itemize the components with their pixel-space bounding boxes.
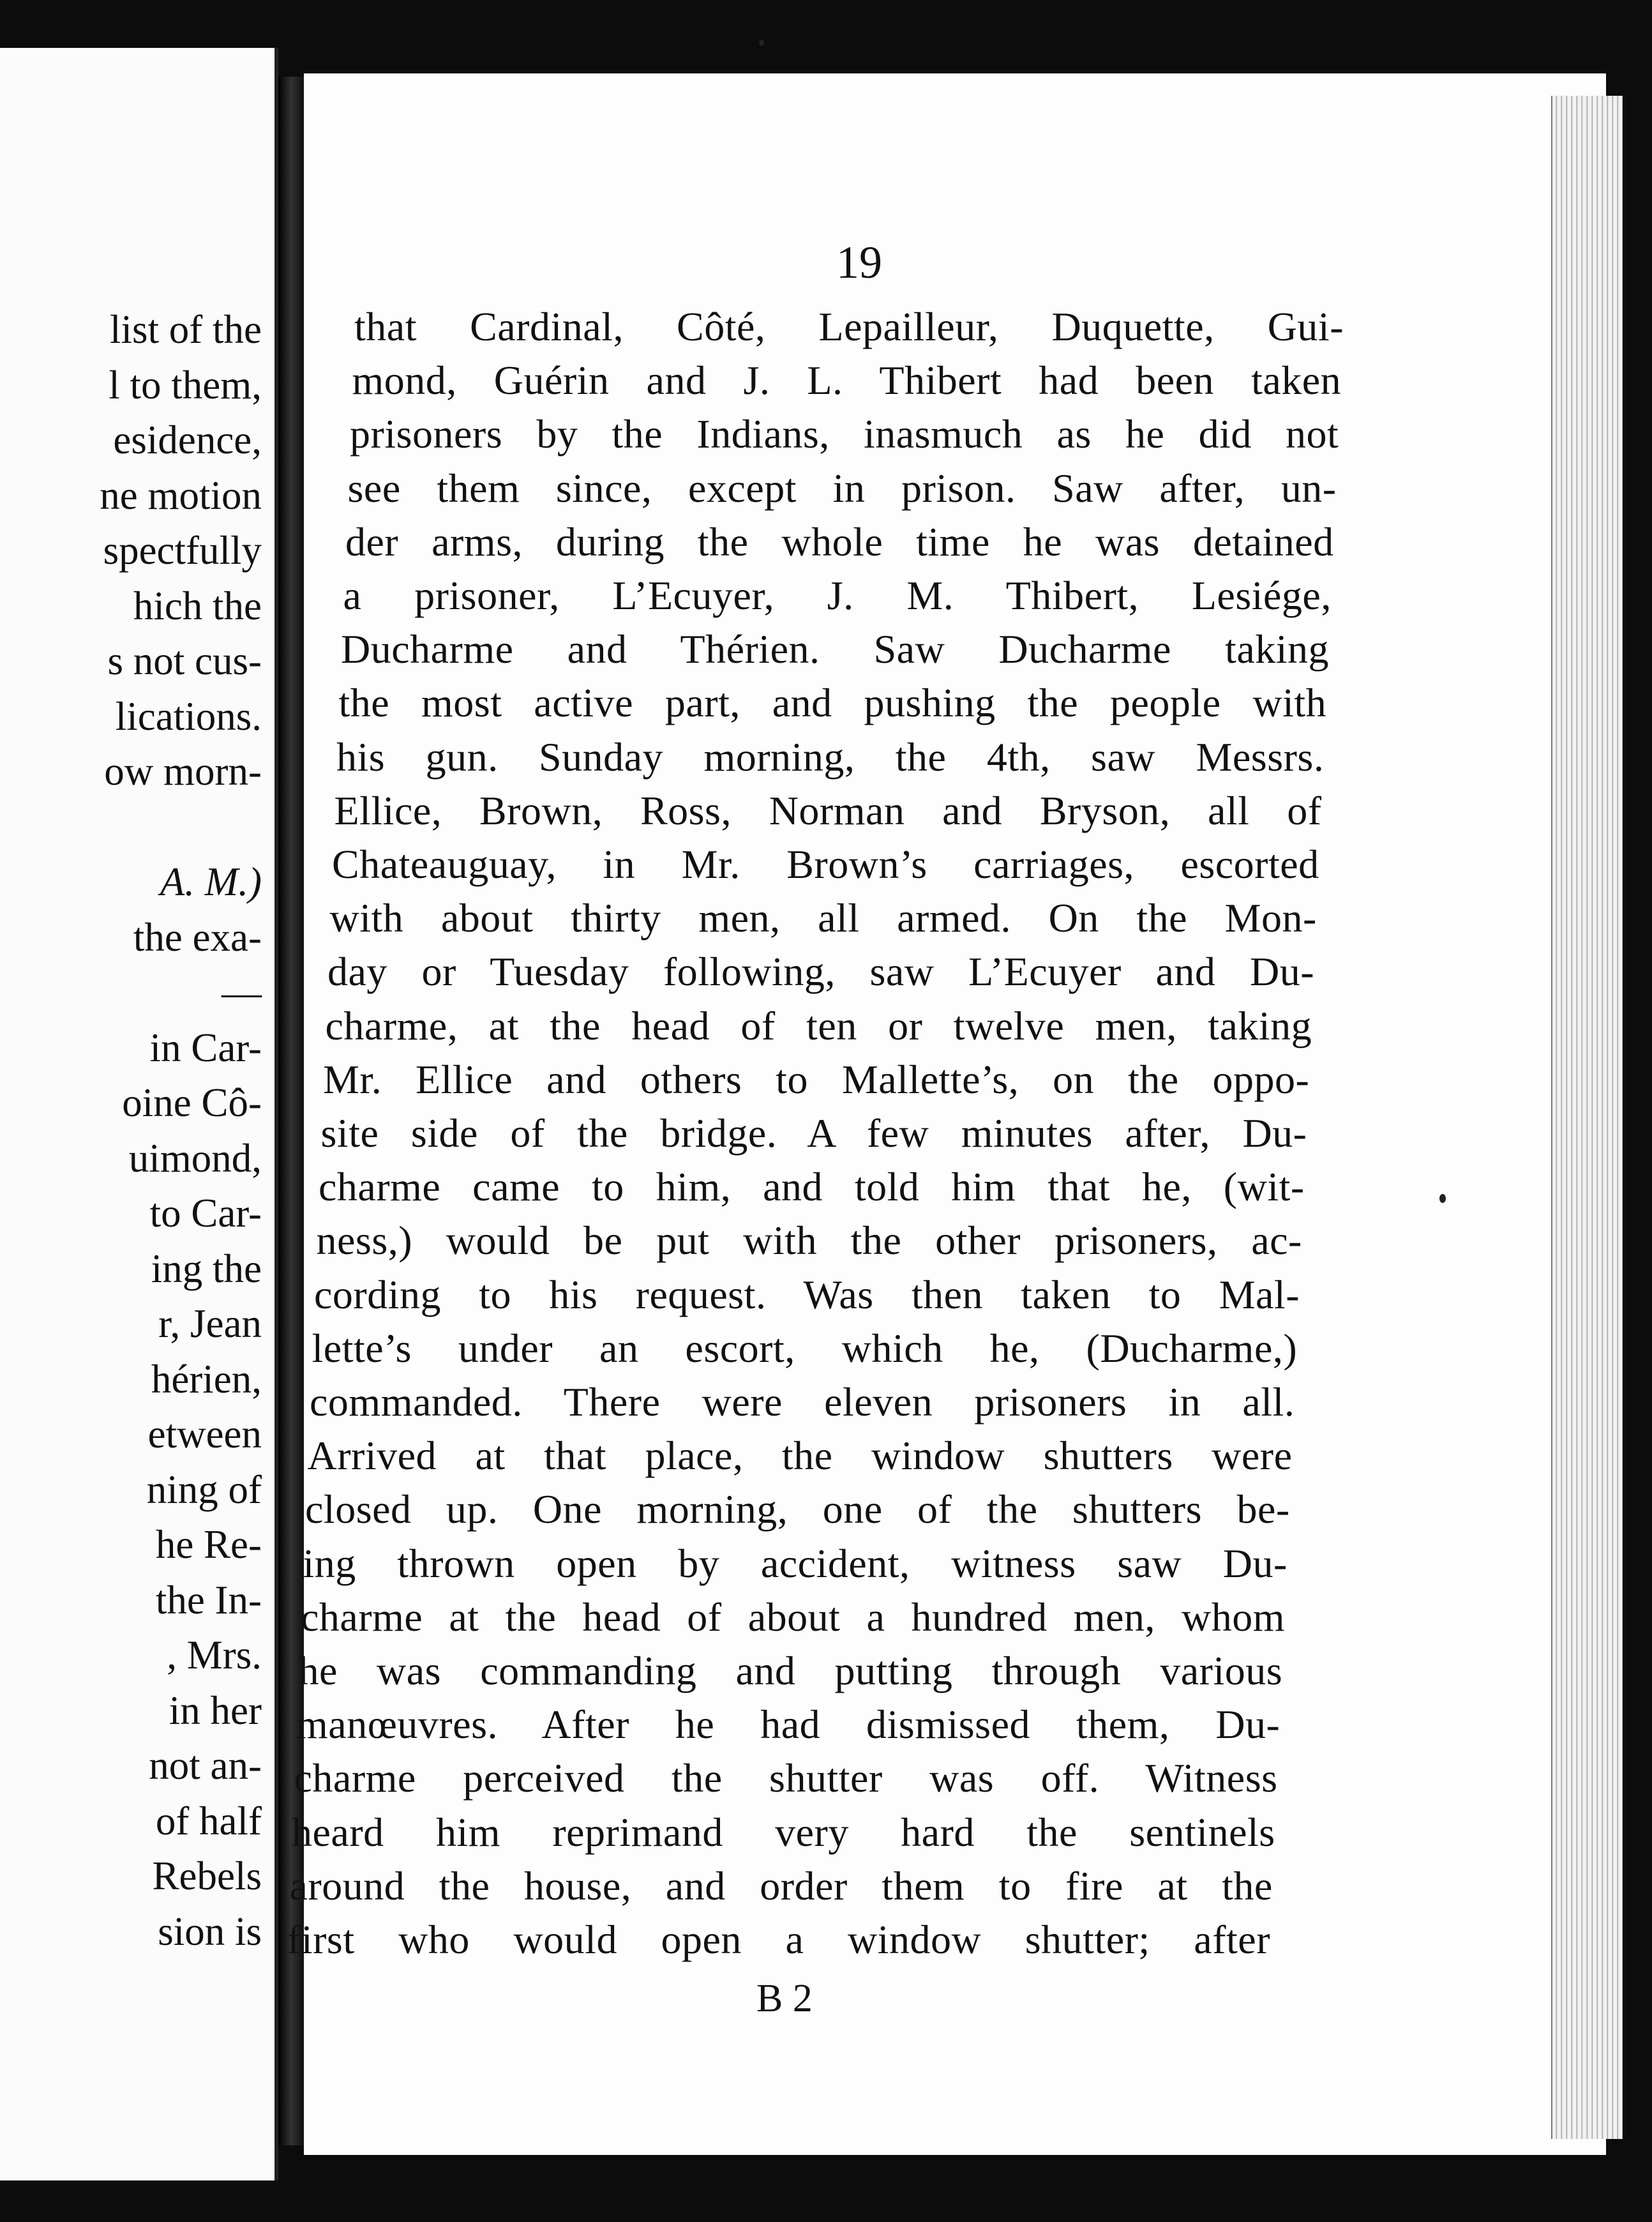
body-line: see them since, except in prison. Saw after, un- bbox=[347, 465, 1337, 511]
left-page-line: etween bbox=[147, 1412, 262, 1456]
left-page-line: hérien, bbox=[151, 1356, 262, 1402]
body-line: closed up. One morning, one of the shutters be- bbox=[305, 1486, 1290, 1532]
body-line: around the house, and order them to fire at the bbox=[289, 1863, 1273, 1908]
body-line: ing thrown open by accident, witness saw Du- bbox=[303, 1540, 1288, 1586]
page-number: 19 bbox=[836, 237, 882, 288]
left-page-line: — bbox=[222, 970, 262, 1015]
body-line: mond, Guérin and J. L. Thibert had been taken bbox=[352, 358, 1342, 404]
left-page-line: ning of bbox=[146, 1467, 262, 1512]
speck bbox=[759, 40, 764, 46]
left-page-line: uimond, bbox=[128, 1135, 262, 1181]
body-line: heard him reprimand very hard the sentinels bbox=[292, 1809, 1275, 1855]
left-page-line: to Car- bbox=[149, 1191, 262, 1236]
body-line: der arms, during the whole time he was detained bbox=[345, 518, 1334, 564]
body-line: Arrived at that place, the window shutters were bbox=[307, 1433, 1293, 1479]
left-page-line: in her bbox=[169, 1688, 262, 1733]
body-line: commanded. There were eleven prisoners in all. bbox=[310, 1379, 1295, 1425]
left-page-line: in Car- bbox=[149, 1025, 262, 1070]
left-page bbox=[0, 48, 278, 2180]
body-line: with about thirty men, all armed. On the Mon- bbox=[329, 895, 1317, 941]
left-page-line: A. M.) bbox=[160, 859, 262, 904]
body-line: Ellice, Brown, Ross, Norman and Bryson, all of bbox=[334, 787, 1322, 833]
body-line: that Cardinal, Côté, Lepailleur, Duquette, Gui- bbox=[354, 304, 1344, 349]
body-line: he was commanding and putting through various bbox=[298, 1648, 1283, 1693]
left-page-line: not an- bbox=[149, 1743, 262, 1788]
body-line: charme came to him, and told him that he, (wit- bbox=[319, 1164, 1305, 1210]
left-page-line: oine Cô- bbox=[122, 1080, 262, 1125]
body-line: a prisoner, L’Ecuyer, J. M. Thibert, Lesiége, bbox=[343, 573, 1332, 618]
left-page-line: the exa- bbox=[133, 914, 262, 960]
body-line: ness,) would be put with the other prisoners, ac- bbox=[316, 1218, 1302, 1264]
body-line: site side of the bridge. A few minutes after, Du- bbox=[320, 1110, 1307, 1156]
left-page-line: lications. bbox=[115, 693, 262, 739]
left-page-line: of half bbox=[155, 1798, 262, 1843]
left-page-line: sion is bbox=[158, 1908, 262, 1954]
left-page-line: s not cus- bbox=[107, 639, 262, 683]
left-page-line: hich the bbox=[133, 583, 262, 628]
left-page-line: he Re- bbox=[155, 1522, 262, 1567]
left-page-line: ne motion bbox=[100, 472, 262, 518]
body-line: his gun. Sunday morning, the 4th, saw Messrs. bbox=[336, 734, 1325, 780]
body-line: cording to his request. Was then taken to Mal- bbox=[314, 1271, 1300, 1317]
left-page-line: spectfully bbox=[103, 528, 262, 573]
left-page-line: esidence, bbox=[113, 418, 262, 462]
body-line: manœuvres. After he had dismissed them, Du- bbox=[296, 1702, 1280, 1748]
page-edges bbox=[1551, 96, 1623, 2139]
signature-mark: B 2 bbox=[756, 1977, 813, 2020]
body-line: lette’s under an escort, which he, (Ducharme,) bbox=[312, 1325, 1298, 1371]
body-line: Ducharme and Thérien. Saw Ducharme taking bbox=[341, 626, 1329, 672]
left-page-line: Rebels bbox=[152, 1854, 262, 1898]
left-page-line: list of the bbox=[110, 307, 262, 352]
body-line: charme perceived the shutter was off. Witness bbox=[294, 1755, 1278, 1801]
body-line: day or Tuesday following, saw L’Ecuyer and Du- bbox=[327, 949, 1314, 995]
body-line: first who would open a window shutter; after bbox=[287, 1917, 1270, 1962]
left-page-line: ing the bbox=[151, 1246, 262, 1291]
body-line: Mr. Ellice and others to Mallette’s, on the oppo- bbox=[323, 1056, 1310, 1102]
body-line: charme, at the head of ten or twelve men, taking bbox=[325, 1002, 1312, 1048]
left-page-line: the In- bbox=[155, 1577, 262, 1622]
left-page-line: ow morn- bbox=[104, 749, 262, 794]
left-page-line: l to them, bbox=[109, 362, 262, 407]
body-line: the most active part, and pushing the people with bbox=[338, 680, 1327, 726]
body-line: charme at the head of about a hundred men, whom bbox=[301, 1594, 1285, 1640]
speck bbox=[1439, 1194, 1446, 1203]
left-page-line: , Mrs. bbox=[167, 1633, 262, 1677]
left-page-line: r, Jean bbox=[158, 1301, 262, 1346]
body-line: prisoners by the Indians, inasmuch as he did not bbox=[350, 411, 1339, 457]
body-line: Chateauguay, in Mr. Brown’s carriages, escorted bbox=[332, 842, 1319, 887]
